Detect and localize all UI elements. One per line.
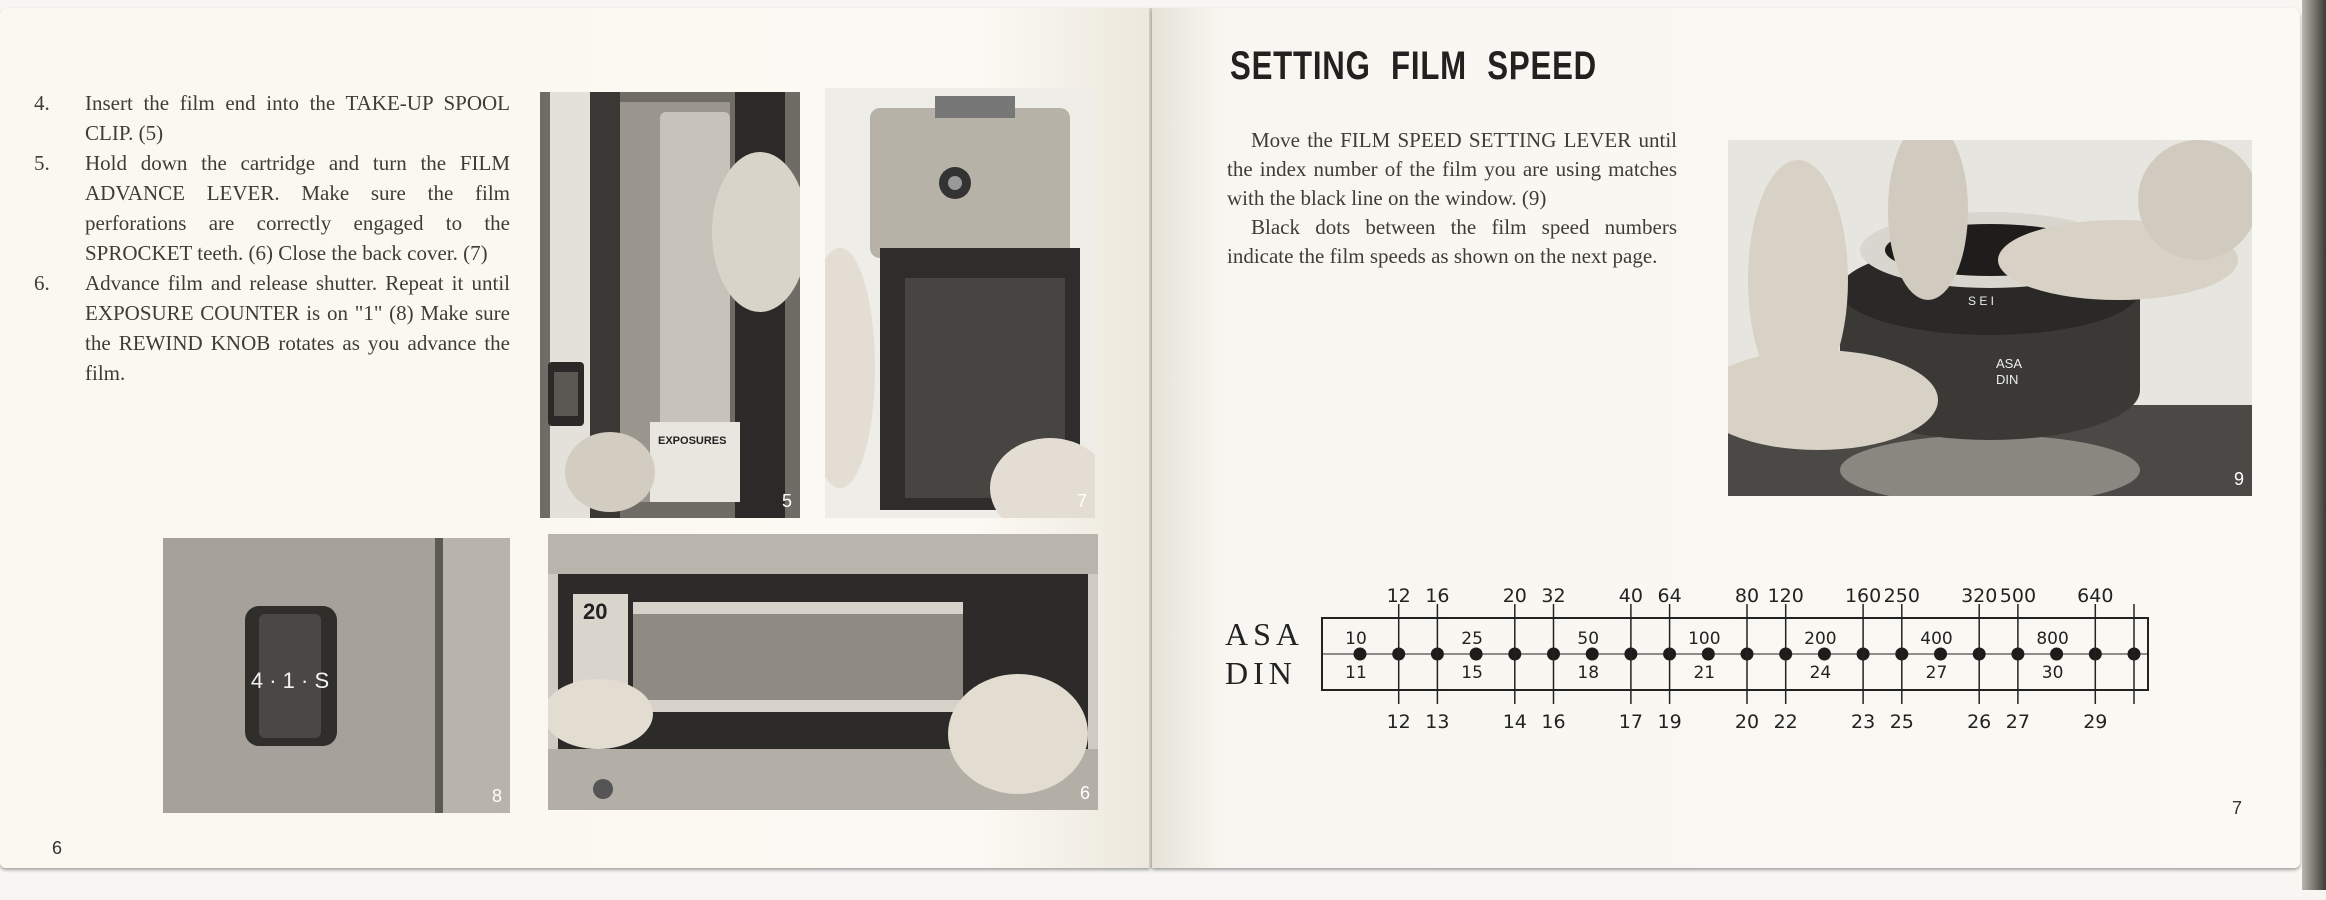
photo-number: 5 [781, 491, 792, 511]
din-below-label: 29 [2083, 711, 2108, 733]
speed-dot [1354, 648, 1367, 661]
film-speed-scale-graphic [1220, 585, 2170, 760]
speed-dot [2050, 648, 2063, 661]
din-below-label: 17 [1618, 711, 1643, 733]
film-speed-dial-illustration [1728, 140, 2252, 496]
asa-above-label: 160 [1844, 585, 1882, 607]
din-below-label: 27 [2005, 711, 2030, 733]
din-below-label: 14 [1502, 711, 1527, 733]
photo-film-advance [548, 534, 1098, 810]
page-number-right: 7 [2232, 798, 2243, 818]
photo-film-speed-dial [1728, 140, 2252, 496]
back-cover-illustration [825, 88, 1095, 518]
speed-dot [1818, 648, 1831, 661]
asa-above-label: 20 [1502, 585, 1527, 607]
speed-dot [1934, 648, 1947, 661]
asa-above-label: 32 [1541, 585, 1566, 607]
asa-above-label: 320 [1961, 585, 1998, 607]
din-below-label: 26 [1967, 711, 1992, 733]
din-label: DIN [1225, 655, 1297, 691]
asa-inside-label: 200 [1804, 629, 1837, 649]
asa-label: ASA [1225, 616, 1305, 652]
paragraph: Move the FILM SPEED SETTING LEVER until the index number of the film you are using matches with the black line on the window. (9) [1227, 128, 1677, 210]
instruction-item [30, 88, 510, 148]
asa-inside-label: 800 [2036, 629, 2069, 649]
instruction-list [30, 88, 510, 388]
film-advance-illustration [548, 534, 1098, 810]
din-below-label: 19 [1657, 711, 1682, 733]
exposure-counter-illustration [163, 538, 510, 813]
photo-take-up-spool [540, 92, 800, 518]
din-inside-label: 30 [2041, 663, 2064, 683]
din-below-label: 13 [1425, 711, 1450, 733]
speed-dot [1586, 648, 1599, 661]
photo-number: 7 [1076, 491, 1087, 511]
din-inside-label: 18 [1577, 663, 1600, 683]
photo-number: 6 [1079, 783, 1090, 803]
asa-above-label: 16 [1425, 585, 1450, 607]
din-below-label: 23 [1851, 711, 1876, 733]
din-inside-label: 21 [1693, 663, 1716, 683]
cartridge-label: 20 [583, 599, 608, 624]
exposures-label: EXPOSURES [658, 435, 727, 447]
din-inside-label: 24 [1809, 663, 1832, 683]
din-below-label: 20 [1734, 711, 1760, 733]
instruction-item [30, 268, 510, 388]
body-text [1227, 126, 1677, 271]
asa-inside-label: 50 [1577, 629, 1600, 649]
asa-above-label: 250 [1883, 585, 1920, 607]
lens-sei-text: S E I [1968, 294, 1995, 308]
asa-above-label: 12 [1386, 585, 1411, 607]
instruction-item [30, 148, 510, 268]
din-below-label: 16 [1541, 711, 1566, 733]
page-title: SETTING FILM SPEED [1230, 44, 1597, 88]
instruction-text: Advance film and release shutter. Repeat it until EXPOSURE COUNTER is on "1" (8) Make sure the REWIND KNOB rotates as you advance the film. [85, 271, 510, 385]
din-below-label: 25 [1889, 711, 1914, 733]
asa-inside-label: 400 [1920, 629, 1953, 649]
din-inside-label: 27 [1925, 663, 1948, 683]
instruction-number: 6. [34, 271, 50, 295]
photo-exposure-counter [163, 538, 510, 813]
asa-above-label: 640 [2077, 585, 2114, 607]
lens-din-text: DIN [1996, 372, 2019, 387]
instruction-number: 5. [34, 151, 50, 175]
page-number-left: 6 [52, 838, 63, 858]
speed-dot [1470, 648, 1483, 661]
asa-above-label: 40 [1618, 585, 1643, 607]
din-inside-label: 11 [1345, 663, 1367, 683]
din-inside-label: 15 [1461, 663, 1483, 683]
din-below-label: 12 [1386, 711, 1411, 733]
asa-inside-label: 25 [1461, 629, 1483, 649]
photo-number: 8 [491, 786, 502, 806]
asa-above-label: 64 [1657, 585, 1682, 607]
counter-display: 4 · 1 · S [250, 668, 330, 693]
paragraph: Black dots between the film speed numbers indicate the film speeds as shown on the next page. [1227, 215, 1677, 268]
photo-close-back-cover [825, 88, 1095, 518]
din-below-label: 22 [1773, 711, 1798, 733]
asa-above-label: 500 [1999, 585, 2037, 607]
asa-inside-label: 100 [1688, 629, 1721, 649]
speed-dot [1702, 648, 1715, 661]
lens-asa-text: ASA [1996, 356, 2023, 371]
take-up-spool-illustration [540, 92, 800, 518]
instruction-number: 4. [34, 91, 50, 115]
instruction-text: Insert the film end into the TAKE-UP SPOOL CLIP. (5) [85, 91, 510, 145]
photo-number: 9 [2233, 469, 2244, 489]
book-edge [2302, 0, 2326, 890]
asa-above-label: 80 [1734, 585, 1760, 607]
film-speed-scale [1220, 585, 2170, 760]
asa-above-label: 120 [1767, 585, 1804, 607]
asa-inside-label: 10 [1345, 629, 1367, 649]
instruction-text: Hold down the cartridge and turn the FILM ADVANCE LEVER. Make sure the film perforations are correctly engaged to the SPROCKET teeth. (6) Close the back cover. (7) [85, 151, 510, 265]
